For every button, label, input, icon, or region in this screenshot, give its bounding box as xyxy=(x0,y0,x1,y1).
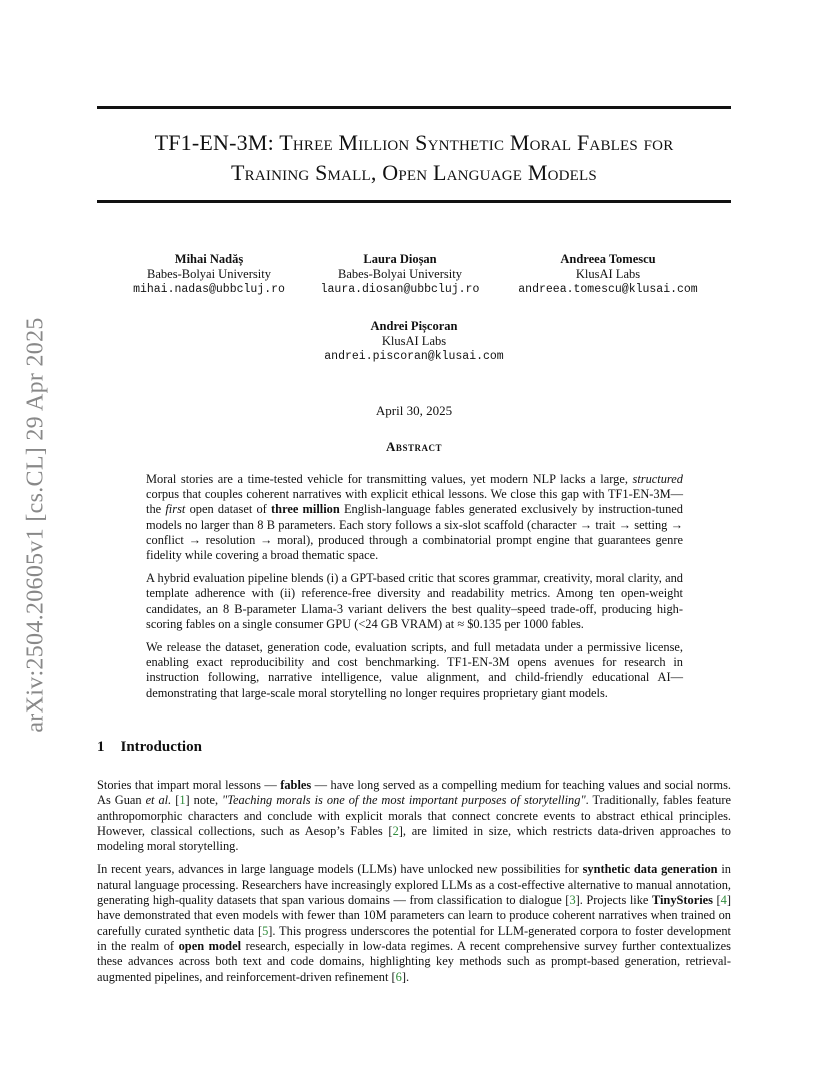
abstract-heading: Abstract xyxy=(386,439,442,454)
author-email[interactable]: laura.diosan@ubbcluj.ro xyxy=(320,283,480,296)
author-name: Mihai Nadăș xyxy=(174,252,244,266)
citation-link[interactable]: 6 xyxy=(395,969,402,984)
author-affiliation: Babes-Bolyai University xyxy=(147,267,271,281)
section-number: 1 xyxy=(97,739,105,755)
author-email[interactable]: mihai.nadas@ubbcluj.ro xyxy=(133,283,285,296)
section-heading-introduction xyxy=(97,739,202,756)
abstract-body xyxy=(146,472,683,709)
author-name: Laura Dioșan xyxy=(363,252,437,266)
emphasis-text: structured xyxy=(632,472,683,486)
text-run: ]. xyxy=(401,969,410,984)
citation-link[interactable]: 4 xyxy=(720,893,727,908)
author-email[interactable]: andrei.piscoran@klusai.com xyxy=(324,350,504,363)
author-block-2 xyxy=(290,252,510,297)
author-name: Andrei Pișcoran xyxy=(370,319,458,333)
text-run: ] have demonstrated that even models with fewer than 10M parameters can learn to produce coherent narratives when trained on carefully curated synthetic data [ xyxy=(97,893,731,938)
text-run: ], are limited in size, which restricts data-driven approaches to modeling moral storytelling. xyxy=(97,823,731,854)
arxiv-identifier: arXiv:2504.20605v1 [cs.CL] 29 Apr 2025 xyxy=(22,317,49,733)
author-name: Andreea Tomescu xyxy=(560,252,656,266)
citation-link[interactable]: 3 xyxy=(569,893,576,908)
title-rule-top xyxy=(97,106,731,109)
emphasis-text: first xyxy=(165,502,186,517)
intro-paragraph-2 xyxy=(97,862,731,984)
author-block-1 xyxy=(99,252,319,297)
introduction-body xyxy=(97,778,731,993)
bold-text: TinyStories xyxy=(651,893,713,908)
abstract-paragraph-2: A hybrid evaluation pipeline blends (i) a GPT-based critic that scores grammar, creativity, moral clarity, and template adherence with (ii) reference-free diversity and readability metrics. Among ten open-weight candidates, an 8 B-parameter Llama-3 variant delivers the best quality–speed trade-off, producing high-scoring fables on a single consumer GPU (<24 GB VRAM) at ≈ $0.135 per 1000 fables. xyxy=(146,571,683,631)
text-run: English-language fables generated exclusively by instruction-tuned models no larger than 8 B parameters. Each story follows a six-slot scaffold (character → trait → setting → conflict → resolution → moral), produced through a combinatorial prompt engine that guarantees genre fidelity while covering a broad thematic space. xyxy=(146,502,683,563)
author-block-4 xyxy=(304,319,524,364)
text-run: [ xyxy=(171,793,180,808)
quote-text: "Teaching morals is one of the most important purposes of storytelling" xyxy=(222,793,586,808)
bold-text: open model xyxy=(178,938,242,953)
text-run: [ xyxy=(713,893,721,908)
author-email[interactable]: andreea.tomescu@klusai.com xyxy=(518,283,698,296)
bold-text: fables xyxy=(280,778,312,792)
title-rule-bottom xyxy=(97,200,731,203)
emphasis-text: et al. xyxy=(145,793,172,808)
text-run: ]. This progress underscores the potential for LLM-generated corpora to foster development in the realm of xyxy=(97,923,732,953)
text-run: ]. Projects like xyxy=(575,893,652,908)
bold-text: synthetic data generation xyxy=(582,862,718,877)
text-run: open dataset of xyxy=(185,502,272,517)
intro-paragraph-1 xyxy=(97,778,731,854)
text-run: in natural language processing. Researchers have increasingly explored LLMs as a cost-effective alternative to manual annotation, generating high-quality datasets that span various domains — from classification to dialogue [ xyxy=(97,862,731,908)
abstract-paragraph-3: We release the dataset, generation code, evaluation scripts, and full metadata under a permissive license, enabling exact reproducibility and cost benchmarking. TF1-EN-3M opens avenues for research in instruction following, narrative intelligence, value alignment, and child-friendly educational AI—demonstrating that large-scale moral storytelling no longer requires proprietary giant models. xyxy=(146,640,683,700)
author-affiliation: KlusAI Labs xyxy=(575,267,641,281)
text-run: . Traditionally, fables feature anthropomorphic characters and conclude with explicit morals that connect concrete events to abstract ethical principles. However, classical collections, such as Aesop’s Fables [ xyxy=(97,793,731,838)
citation-link[interactable]: 2 xyxy=(392,823,399,838)
text-run: Stories that impart moral lessons — xyxy=(97,778,281,792)
citation-link[interactable]: 1 xyxy=(179,793,186,808)
paper-title xyxy=(97,128,731,188)
author-affiliation: KlusAI Labs xyxy=(381,334,447,348)
text-run: — have long served as a compelling medium for teaching values and social norms. As Guan xyxy=(97,778,731,808)
title-line-2: Training Small, Open Language Models xyxy=(231,160,597,185)
text-run: corpus that couples coherent narratives with explicit ethical lessons. We close this gap with TF1-EN-3M—the xyxy=(146,487,683,517)
section-title: Introduction xyxy=(120,739,202,755)
title-line-1: TF1-EN-3M: Three Million Synthetic Moral Fables for xyxy=(154,130,674,155)
author-affiliation: Babes-Bolyai University xyxy=(338,267,462,281)
abstract-paragraph-1 xyxy=(146,472,683,563)
publication-date: April 30, 2025 xyxy=(375,403,453,418)
text-run: research, especially in low-data regimes. A recent comprehensive survey further contextualizes these advances across both text and code domains, highlighting key methods such as prompt-based generation, retrieval-augmented pipelines, and reinforcement-driven refinement [ xyxy=(97,938,731,984)
text-run: ] note, xyxy=(185,793,223,808)
author-block-3 xyxy=(498,252,718,297)
bold-text: three million xyxy=(271,502,340,517)
arxiv-sidebar xyxy=(21,290,51,760)
citation-link[interactable]: 5 xyxy=(262,923,269,938)
text-run: Moral stories are a time-tested vehicle for transmitting values, yet modern NLP lacks a large, xyxy=(146,472,633,486)
text-run: In recent years, advances in large language models (LLMs) have unlocked new possibilities for xyxy=(97,862,583,877)
